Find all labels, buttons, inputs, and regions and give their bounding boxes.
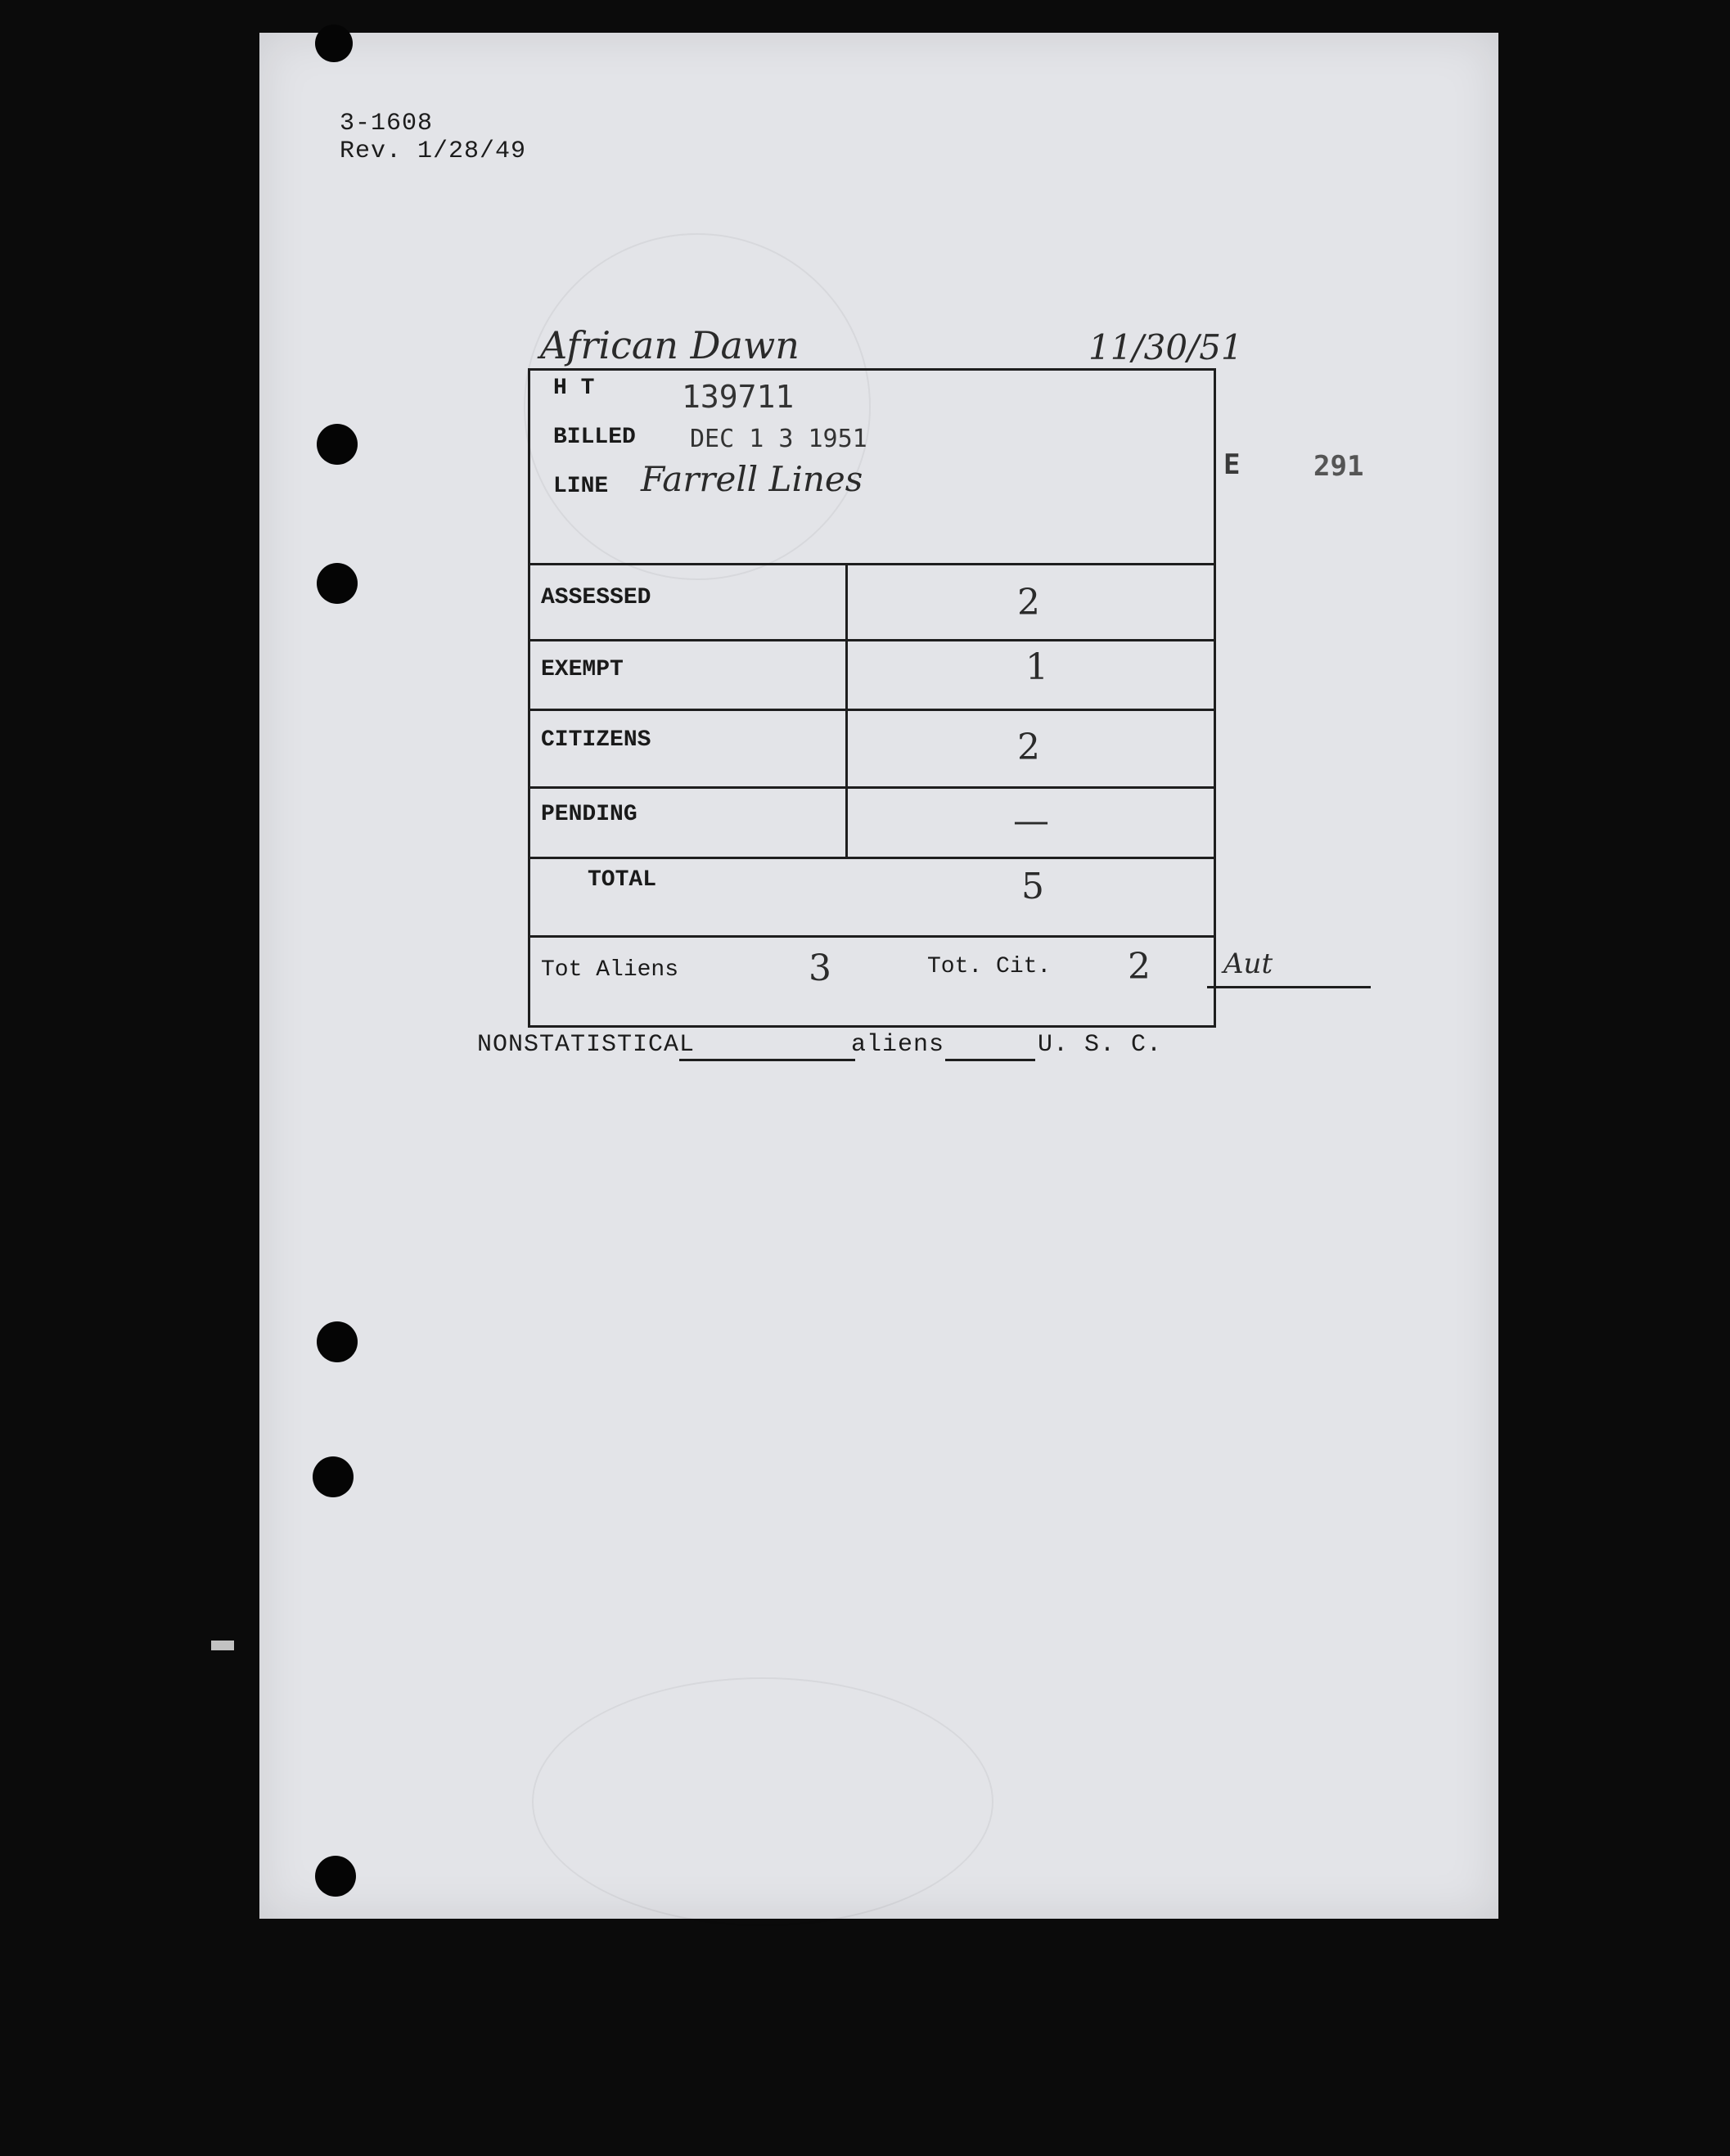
punch-hole (315, 1856, 356, 1897)
arrival-date: 11/30/51 (1088, 327, 1243, 367)
row-divider (530, 935, 1214, 938)
line-label: LINE (553, 474, 609, 499)
manifest-summary-box (528, 368, 1216, 1028)
nonstatistical-label: NONSTATISTICAL (477, 1031, 696, 1059)
usc-label: U. S. C. (1038, 1031, 1163, 1059)
stamp-prefix: E (1223, 448, 1241, 481)
seal-watermark-bottom (532, 1677, 993, 1926)
initials-underline (1207, 986, 1371, 988)
stamp-number: 291 (1313, 450, 1364, 483)
tot-aliens-label: Tot Aliens (541, 957, 679, 983)
tot-aliens-value: 3 (809, 947, 831, 989)
vessel-name: African Dawn (540, 323, 800, 367)
assessed-label: ASSESSED (541, 585, 651, 610)
line-name: Farrell Lines (641, 459, 863, 499)
inspector-initials: Aut (1223, 947, 1273, 980)
billed-date: DEC 1 3 1951 (690, 425, 867, 453)
total-value: 5 (1021, 866, 1044, 907)
scan-artifact (211, 1641, 234, 1650)
punch-hole (313, 1456, 354, 1497)
aliens-blank (945, 1059, 1035, 1061)
row-divider (530, 709, 1214, 711)
row-divider (530, 786, 1214, 789)
ht-number: 139711 (682, 379, 795, 415)
pending-value: — (1013, 800, 1049, 842)
punch-hole (317, 1321, 358, 1362)
row-divider (530, 639, 1214, 641)
tot-cit-label: Tot. Cit. (927, 954, 1052, 979)
punch-hole (317, 563, 358, 604)
billed-label: BILLED (553, 425, 636, 450)
nonstatistical-blank (679, 1059, 855, 1061)
citizens-label: CITIZENS (541, 727, 651, 753)
tot-cit-value: 2 (1128, 946, 1151, 988)
assessed-value: 2 (1017, 582, 1040, 623)
form-revision: Rev. 1/28/49 (340, 137, 527, 165)
column-divider (845, 563, 848, 857)
pending-label: PENDING (541, 802, 637, 827)
punch-hole-top (315, 25, 353, 62)
citizens-value: 2 (1017, 727, 1040, 768)
exempt-label: EXEMPT (541, 657, 624, 682)
row-divider (530, 857, 1214, 859)
row-divider (530, 563, 1214, 565)
total-label: TOTAL (588, 867, 657, 893)
ht-label: H T (553, 376, 595, 401)
exempt-value: 1 (1025, 646, 1048, 688)
aliens-label: aliens (851, 1031, 945, 1059)
punch-hole (317, 424, 358, 465)
form-number: 3-1608 (340, 110, 434, 137)
